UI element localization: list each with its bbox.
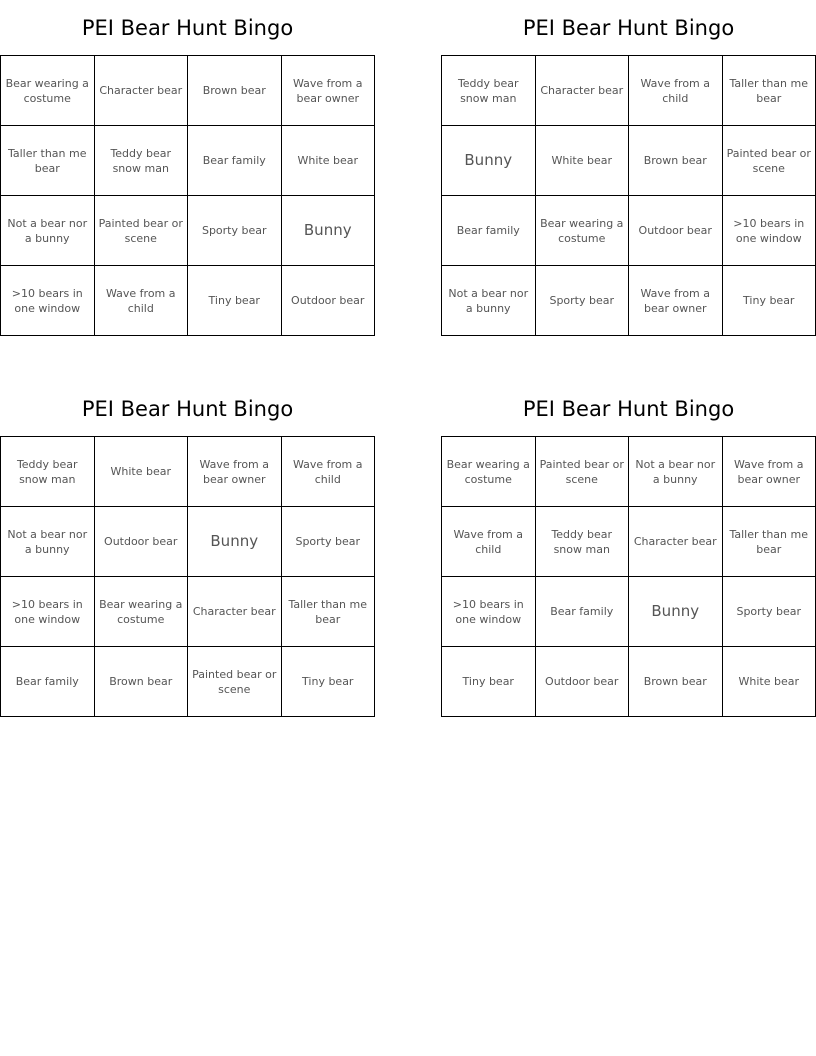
card-title: PEI Bear Hunt Bingo bbox=[81, 16, 294, 40]
bingo-cell: Painted bear or scene bbox=[723, 126, 816, 196]
bingo-cell: Character bear bbox=[188, 577, 282, 647]
bingo-cell: Bear wearing a costume bbox=[442, 437, 536, 507]
bingo-grid bbox=[441, 436, 816, 717]
bingo-cell: Bear wearing a costume bbox=[536, 196, 630, 266]
bingo-cell-bunny: Bunny bbox=[629, 577, 723, 647]
bingo-cell: Painted bear or scene bbox=[95, 196, 189, 266]
bingo-cell: Outdoor bear bbox=[282, 266, 376, 336]
bingo-cell: Character bear bbox=[629, 507, 723, 577]
bingo-cell: Outdoor bear bbox=[536, 647, 630, 717]
bingo-cell: Wave from a child bbox=[442, 507, 536, 577]
bingo-cell-bunny: Bunny bbox=[442, 126, 536, 196]
bingo-cell: Bear wearing a costume bbox=[95, 577, 189, 647]
bingo-grid bbox=[441, 55, 816, 336]
bingo-cell: Wave from a child bbox=[95, 266, 189, 336]
bingo-cell: Not a bear nor a bunny bbox=[442, 266, 536, 336]
bingo-cell: Bear wearing a costume bbox=[1, 56, 95, 126]
card-title: PEI Bear Hunt Bingo bbox=[81, 397, 294, 421]
bingo-cell: Wave from a child bbox=[629, 56, 723, 126]
bingo-cell: Painted bear or scene bbox=[536, 437, 630, 507]
bingo-cell: White bear bbox=[536, 126, 630, 196]
bingo-cell: Wave from a bear owner bbox=[723, 437, 816, 507]
bingo-cell: Taller than me bear bbox=[282, 577, 376, 647]
bingo-cell: Brown bear bbox=[188, 56, 282, 126]
bingo-cell: White bear bbox=[282, 126, 376, 196]
bingo-cell: Sporty bear bbox=[188, 196, 282, 266]
bingo-cell: Teddy bear snow man bbox=[536, 507, 630, 577]
bingo-cell: Teddy bear snow man bbox=[95, 126, 189, 196]
bingo-card-4 bbox=[441, 393, 816, 717]
bingo-cell: Outdoor bear bbox=[629, 196, 723, 266]
bingo-cell: Character bear bbox=[536, 56, 630, 126]
bingo-cell-bunny: Bunny bbox=[282, 196, 376, 266]
bingo-card-1 bbox=[0, 12, 375, 336]
bingo-cell: >10 bears in one window bbox=[723, 196, 816, 266]
bingo-cell: Wave from a bear owner bbox=[188, 437, 282, 507]
bingo-cell: Tiny bear bbox=[188, 266, 282, 336]
bingo-cell: Tiny bear bbox=[282, 647, 376, 717]
bingo-cell: Tiny bear bbox=[442, 647, 536, 717]
bingo-grid bbox=[0, 55, 375, 336]
bingo-cell: Not a bear nor a bunny bbox=[1, 507, 95, 577]
bingo-cell: White bear bbox=[723, 647, 816, 717]
bingo-cell: Wave from a child bbox=[282, 437, 376, 507]
bingo-cell: Bear family bbox=[1, 647, 95, 717]
bingo-cell: Character bear bbox=[95, 56, 189, 126]
bingo-cell: Taller than me bear bbox=[723, 507, 816, 577]
bingo-cell: Not a bear nor a bunny bbox=[629, 437, 723, 507]
bingo-cell: Sporty bear bbox=[536, 266, 630, 336]
bingo-cell: >10 bears in one window bbox=[1, 266, 95, 336]
bingo-cell: Bear family bbox=[536, 577, 630, 647]
bingo-cell: Sporty bear bbox=[723, 577, 816, 647]
bingo-cell: Teddy bear snow man bbox=[442, 56, 536, 126]
bingo-cell: Taller than me bear bbox=[1, 126, 95, 196]
bingo-cell-bunny: Bunny bbox=[188, 507, 282, 577]
bingo-cell: Brown bear bbox=[95, 647, 189, 717]
bingo-cell: Teddy bear snow man bbox=[1, 437, 95, 507]
bingo-cell: Bear family bbox=[442, 196, 536, 266]
bingo-cell: White bear bbox=[95, 437, 189, 507]
card-title: PEI Bear Hunt Bingo bbox=[522, 397, 735, 421]
bingo-cell: Bear family bbox=[188, 126, 282, 196]
bingo-cell: Sporty bear bbox=[282, 507, 376, 577]
bingo-cell: Painted bear or scene bbox=[188, 647, 282, 717]
bingo-cell: >10 bears in one window bbox=[442, 577, 536, 647]
bingo-cell: Brown bear bbox=[629, 126, 723, 196]
bingo-cell: Not a bear nor a bunny bbox=[1, 196, 95, 266]
bingo-cell: >10 bears in one window bbox=[1, 577, 95, 647]
bingo-cell: Wave from a bear owner bbox=[282, 56, 376, 126]
bingo-cell: Taller than me bear bbox=[723, 56, 816, 126]
bingo-cell: Tiny bear bbox=[723, 266, 816, 336]
bingo-grid bbox=[0, 436, 375, 717]
bingo-card-3 bbox=[0, 393, 375, 717]
bingo-cell: Wave from a bear owner bbox=[629, 266, 723, 336]
card-title: PEI Bear Hunt Bingo bbox=[522, 16, 735, 40]
bingo-cell: Brown bear bbox=[629, 647, 723, 717]
bingo-card-2 bbox=[441, 12, 816, 336]
bingo-cell: Outdoor bear bbox=[95, 507, 189, 577]
